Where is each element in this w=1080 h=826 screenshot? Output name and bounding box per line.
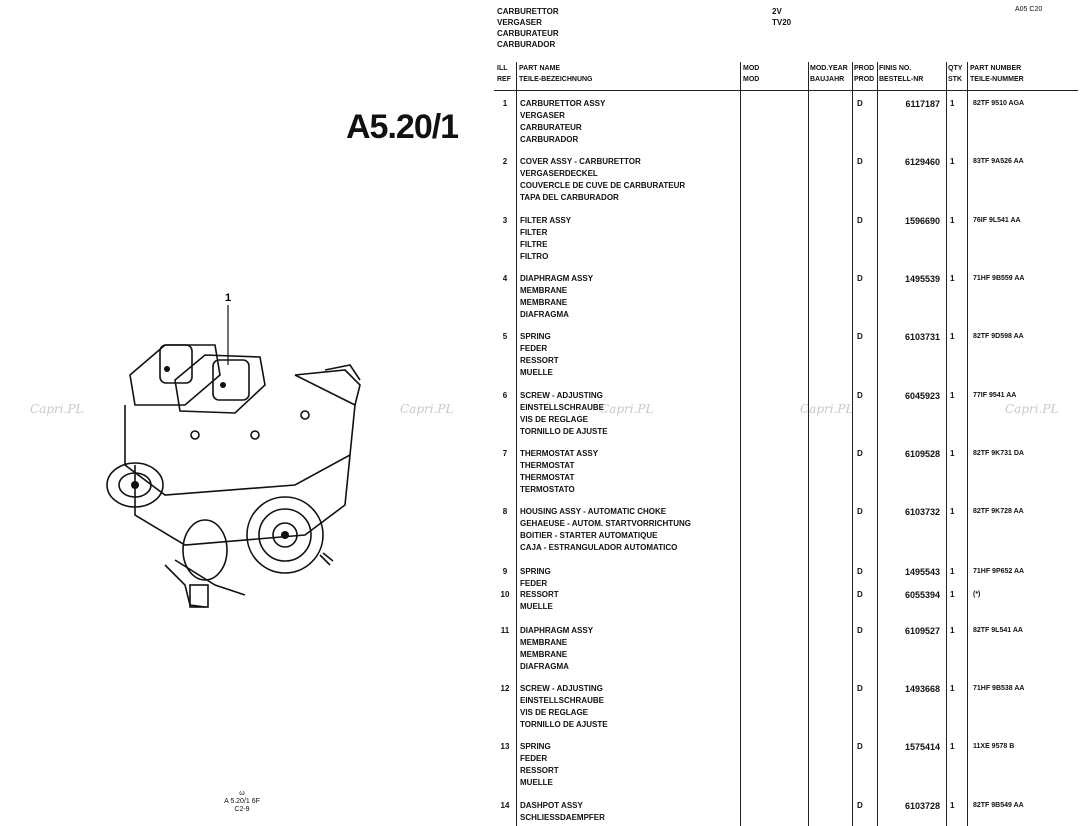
engine-spec-line-1: 2V <box>772 7 782 16</box>
part-name-line: TORNILLO DE AJUSTE <box>520 720 608 729</box>
row-finis-number: 1575414 <box>904 742 940 752</box>
column-header-qty-en: QTY <box>948 65 963 72</box>
column-divider <box>877 62 878 826</box>
part-name-line: MUELLE <box>520 368 553 377</box>
row-prod: D <box>857 801 863 810</box>
part-name-line: MEMBRANE <box>520 650 568 659</box>
row-prod: D <box>857 626 863 635</box>
callout-number: 1 <box>225 292 232 304</box>
part-name-line: TORNILLO DE AJUSTE <box>520 427 608 436</box>
column-header-finis-de: BESTELL-NR <box>879 76 924 83</box>
row-ref: 8 <box>502 507 508 516</box>
row-part-number: 82TF 9B549 AA <box>973 802 1024 809</box>
part-name-line: SPRING <box>520 742 551 751</box>
row-finis-number: 6103732 <box>904 507 940 517</box>
part-name-line: COVER ASSY - CARBURETTOR <box>520 157 641 166</box>
row-finis-number: 1596690 <box>904 216 940 226</box>
column-header-name <box>519 63 593 85</box>
column-header-ref-en: ILL <box>497 65 508 72</box>
column-header-part <box>970 63 1024 85</box>
part-name-line: SCREW - ADJUSTING <box>520 684 603 693</box>
row-prod: D <box>857 391 863 400</box>
column-header-year <box>810 63 848 85</box>
row-ref: 10 <box>500 590 510 599</box>
part-name-line: EINSTELLSCHRAUBE <box>520 696 605 705</box>
part-name-line: DIAFRAGMA <box>520 662 569 671</box>
part-name-line: MEMBRANE <box>520 298 568 307</box>
page-footer <box>212 790 272 814</box>
row-ref: 2 <box>502 157 508 166</box>
row-quantity: 1 <box>950 274 955 283</box>
row-part-names <box>520 625 735 673</box>
column-divider <box>852 62 853 826</box>
row-prod: D <box>857 567 863 576</box>
part-name-line: CARBURETTOR ASSY <box>520 99 606 108</box>
row-ref: 9 <box>502 567 508 576</box>
row-ref: 6 <box>502 391 508 400</box>
part-name-line: SPRING <box>520 567 551 576</box>
column-header-prod-en: PROD <box>854 65 875 72</box>
row-part-names <box>520 800 735 824</box>
column-header-finis <box>879 63 923 85</box>
part-name-line: FILTRO <box>520 252 549 261</box>
part-name-line: BOITIER - STARTER AUTOMATIQUE <box>520 531 658 540</box>
row-finis-number: 1493668 <box>904 684 940 694</box>
header-title-de: VERGASER <box>497 18 542 27</box>
column-header-qty <box>948 63 962 85</box>
row-part-number: 83TF 9A526 AA <box>973 158 1024 165</box>
part-name-line: FILTRE <box>520 240 548 249</box>
carburettor-illustration <box>95 285 385 625</box>
row-part-number: 77IF 9541 AA <box>973 392 1017 399</box>
row-finis-number: 6103728 <box>904 801 940 811</box>
column-header-name-de: TEILE-BEZEICHNUNG <box>519 76 593 83</box>
part-name-line: MUELLE <box>520 778 553 787</box>
watermark: Capri.PL <box>30 402 84 416</box>
catalog-header-titles <box>497 6 559 50</box>
row-ref: 3 <box>502 216 508 225</box>
column-divider <box>808 62 809 826</box>
part-name-line: MUELLE <box>520 602 553 611</box>
row-ref: 12 <box>500 684 510 693</box>
row-part-number: 82TF 9D598 AA <box>973 333 1024 340</box>
part-name-line: CAJA - ESTRANGULADOR AUTOMATICO <box>520 543 678 552</box>
row-quantity: 1 <box>950 157 955 166</box>
part-name-line: SPRING <box>520 332 551 341</box>
row-ref: 1 <box>502 99 508 108</box>
column-header-part-en: PART NUMBER <box>970 65 1022 72</box>
row-part-number: 82TF 9510 AGA <box>973 100 1025 107</box>
row-quantity: 1 <box>950 99 955 108</box>
footer-page-ref: A 5.20/1 6F <box>224 798 260 805</box>
part-name-line: VERGASERDECKEL <box>520 169 598 178</box>
part-name-line: TAPA DEL CARBURADOR <box>520 193 619 202</box>
column-header-year-de: BAUJAHR <box>810 76 845 83</box>
column-divider <box>946 62 947 826</box>
part-name-line: THERMOSTAT <box>520 461 575 470</box>
row-quantity: 1 <box>950 626 955 635</box>
row-part-names <box>520 741 735 789</box>
column-divider <box>967 62 968 826</box>
part-name-line: SCHLIESSDAEMPFER <box>520 813 605 822</box>
row-finis-number: 6109527 <box>904 626 940 636</box>
part-name-line: FEDER <box>520 754 548 763</box>
part-name-line: DIAPHRAGM ASSY <box>520 626 594 635</box>
part-name-line: DASHPOT ASSY <box>520 801 583 810</box>
row-finis-number: 6103731 <box>904 332 940 342</box>
row-part-names <box>520 448 735 496</box>
row-quantity: 1 <box>950 449 955 458</box>
row-quantity: 1 <box>950 391 955 400</box>
row-finis-number: 1495539 <box>904 274 940 284</box>
row-ref: 7 <box>502 449 508 458</box>
row-prod: D <box>857 99 863 108</box>
watermark: Capri.PL <box>600 402 654 416</box>
column-divider <box>740 62 741 826</box>
part-name-line: GEHAEUSE - AUTOM. STARTVORRICHTUNG <box>520 519 691 528</box>
row-quantity: 1 <box>950 684 955 693</box>
part-name-line: RESSORT <box>520 590 559 599</box>
row-part-names <box>520 566 735 590</box>
row-part-number: 82TF 9K731 DA <box>973 450 1024 457</box>
column-divider <box>516 62 517 826</box>
row-finis-number: 6055394 <box>904 590 940 600</box>
header-title-en: CARBURETTOR <box>497 7 559 16</box>
row-part-number: 71HF 9B559 AA <box>973 275 1025 282</box>
part-name-line: HOUSING ASSY - AUTOMATIC CHOKE <box>520 507 667 516</box>
row-part-names <box>520 390 735 438</box>
row-part-names <box>520 215 735 263</box>
part-name-line: FEDER <box>520 344 548 353</box>
row-ref: 13 <box>500 742 510 751</box>
column-header-qty-de: STK <box>948 76 962 83</box>
part-name-line: SCREW - ADJUSTING <box>520 391 603 400</box>
row-prod: D <box>857 590 863 599</box>
row-finis-number: 6117187 <box>905 99 940 109</box>
row-part-number: 82TF 9K728 AA <box>973 508 1024 515</box>
row-ref: 11 <box>500 626 510 635</box>
row-part-names <box>520 331 735 379</box>
row-prod: D <box>857 216 863 225</box>
row-prod: D <box>857 332 863 341</box>
part-name-line: FEDER <box>520 579 548 588</box>
column-header-year-en: MOD.YEAR <box>810 65 848 72</box>
row-finis-number: 1495543 <box>904 567 940 577</box>
part-name-line: CARBURATEUR <box>520 123 582 132</box>
part-name-line: VIS DE REGLAGE <box>520 415 589 424</box>
part-name-line: CARBURADOR <box>520 135 579 144</box>
row-finis-number: 6045923 <box>904 391 940 401</box>
row-prod: D <box>857 274 863 283</box>
row-part-number: 71HF 9B538 AA <box>973 685 1025 692</box>
column-header-prod <box>854 63 874 85</box>
row-prod: D <box>857 742 863 751</box>
row-quantity: 1 <box>950 567 955 576</box>
row-prod: D <box>857 684 863 693</box>
row-part-number: 71HF 9P652 AA <box>973 568 1025 575</box>
part-name-line: THERMOSTAT ASSY <box>520 449 599 458</box>
footer-code: C2-9 <box>234 806 250 813</box>
part-name-line: DIAPHRAGM ASSY <box>520 274 594 283</box>
part-name-line: FILTER <box>520 228 548 237</box>
column-header-name-en: PART NAME <box>519 65 561 72</box>
section-code: A05 C20 <box>1015 6 1043 13</box>
row-finis-number: 6109528 <box>904 449 940 459</box>
column-header-ref <box>497 63 511 85</box>
header-title-es: CARBURADOR <box>497 40 556 49</box>
row-quantity: 1 <box>950 332 955 341</box>
part-name-line: DIAFRAGMA <box>520 310 569 319</box>
watermark: Capri.PL <box>400 402 454 416</box>
part-name-line: MEMBRANE <box>520 286 568 295</box>
part-name-line: EINSTELLSCHRAUBE <box>520 403 605 412</box>
part-name-line: FILTER ASSY <box>520 216 572 225</box>
row-quantity: 1 <box>950 742 955 751</box>
part-name-line: MEMBRANE <box>520 638 568 647</box>
footer-symbol: ω <box>239 790 245 797</box>
page-code: A5.20/1 <box>346 108 459 146</box>
header-rule <box>494 90 1078 91</box>
column-header-mod-de: MOD <box>743 76 760 83</box>
row-finis-number: 6129460 <box>904 157 940 167</box>
row-ref: 14 <box>500 801 510 810</box>
column-header-mod <box>743 63 759 85</box>
row-part-number: 76IF 9L541 AA <box>973 217 1021 224</box>
part-name-line: TERMOSTATO <box>520 485 575 494</box>
row-prod: D <box>857 507 863 516</box>
row-part-names <box>520 589 735 613</box>
row-part-names <box>520 98 735 146</box>
row-part-names <box>520 683 735 731</box>
row-part-number: 11XE 9578 B <box>973 743 1015 750</box>
part-name-line: VERGASER <box>520 111 565 120</box>
row-part-names <box>520 506 735 554</box>
column-header-prod-de: PROD <box>854 76 875 83</box>
header-title-fr: CARBURATEUR <box>497 29 559 38</box>
engine-spec <box>772 6 791 28</box>
row-part-names <box>520 156 735 204</box>
row-prod: D <box>857 157 863 166</box>
row-quantity: 1 <box>950 216 955 225</box>
row-ref: 5 <box>502 332 508 341</box>
part-name-line: VIS DE REGLAGE <box>520 708 589 717</box>
column-header-part-de: TEILE-NUMMER <box>970 76 1024 83</box>
part-name-line: COUVERCLE DE CUVE DE CARBURATEUR <box>520 181 686 190</box>
row-part-number: 82TF 9L541 AA <box>973 627 1023 634</box>
row-ref: 4 <box>502 274 508 283</box>
part-name-line: THERMOSTAT <box>520 473 575 482</box>
row-quantity: 1 <box>950 590 955 599</box>
watermark: Capri.PL <box>800 402 854 416</box>
column-header-finis-en: FINIS NO. <box>879 65 912 72</box>
row-part-names <box>520 273 735 321</box>
row-quantity: 1 <box>950 507 955 516</box>
row-part-number: (*) <box>973 591 981 598</box>
row-quantity: 1 <box>950 801 955 810</box>
part-name-line: RESSORT <box>520 356 559 365</box>
part-name-line: RESSORT <box>520 766 559 775</box>
column-header-ref-de: REF <box>497 76 511 83</box>
watermark: Capri.PL <box>1005 402 1059 416</box>
row-prod: D <box>857 449 863 458</box>
engine-spec-line-2: TV20 <box>772 18 792 27</box>
column-header-mod-en: MOD <box>743 65 760 72</box>
